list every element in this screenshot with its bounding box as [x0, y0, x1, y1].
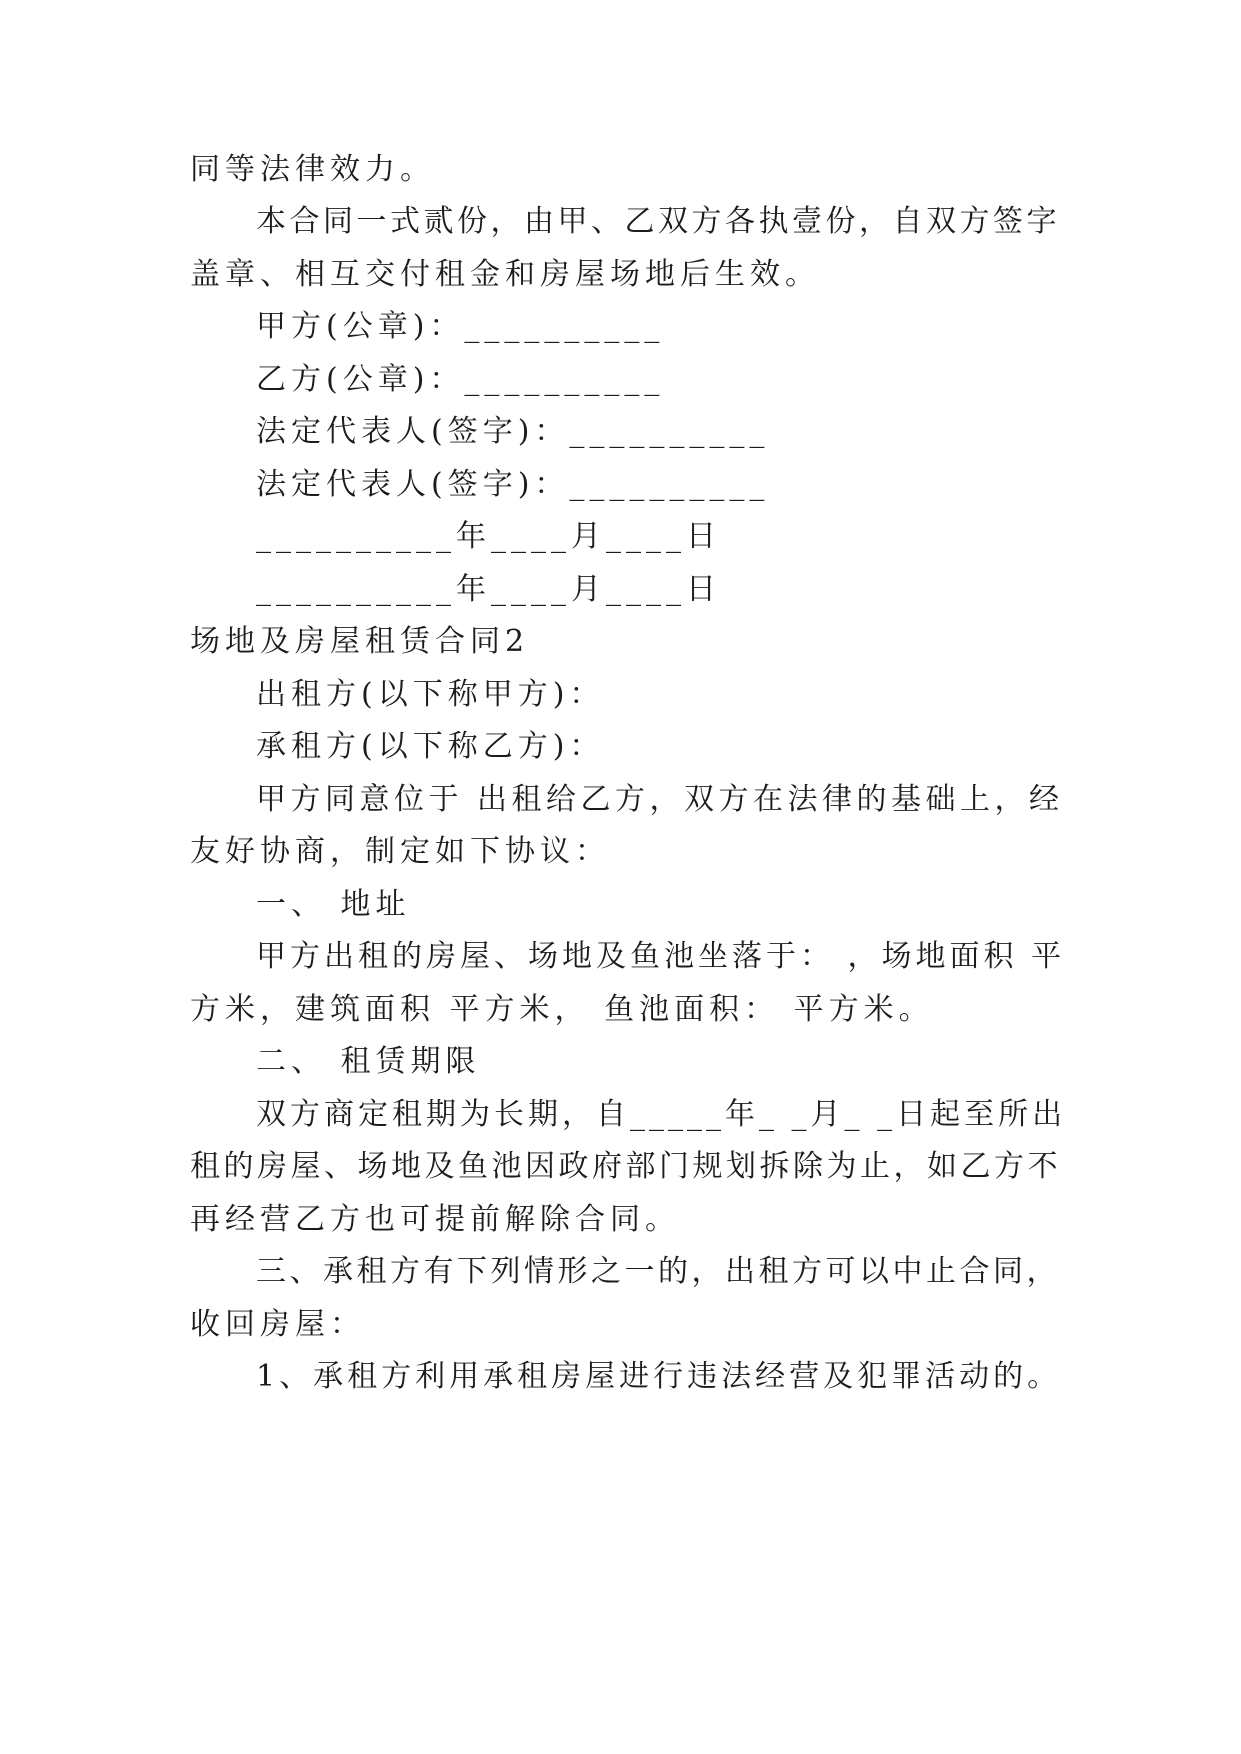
signature-line: 甲方(公章)：__________ — [256, 309, 665, 344]
text-line: 双方商定租期为长期，自_____年_ _月_ _日起至所出 — [256, 1097, 1067, 1132]
text-line: 本合同一式贰份，由甲、乙双方各执壹份，自双方签字 — [256, 204, 1060, 239]
text-line: 租的房屋、场地及鱼池因政府部门规划拆除为止，如乙方不 — [190, 1149, 1061, 1184]
text-line: 甲方出租的房屋、场地及鱼池坐落于： ，场地面积 平 — [256, 939, 1066, 974]
text-line: 收回房屋： — [190, 1307, 365, 1342]
list-item: 1、承租方利用承租房屋进行违法经营及犯罪活动的。 — [256, 1359, 1062, 1394]
signature-line: 法定代表人(签字)：__________ — [256, 467, 770, 502]
date-line: __________年____月____日 — [256, 572, 721, 607]
clause-heading: 二、 租赁期限 — [256, 1044, 481, 1079]
text-line: 同等法律效力。 — [190, 152, 435, 187]
text-line: 出租方(以下称甲方)： — [256, 677, 605, 712]
signature-line: 乙方(公章)：__________ — [256, 362, 665, 397]
text-line: 盖章、相互交付租金和房屋场地后生效。 — [190, 257, 820, 292]
text-line: 承租方(以下称乙方)： — [256, 729, 605, 764]
clause-heading: 一、 地址 — [256, 887, 411, 922]
clause-heading: 三、承租方有下列情形之一的，出租方可以中止合同， — [256, 1254, 1060, 1289]
section-heading: 场地及房屋租赁合同2 — [190, 624, 530, 659]
text-line: 再经营乙方也可提前解除合同。 — [190, 1202, 680, 1237]
text-line: 友好协商，制定如下协议： — [190, 834, 610, 869]
date-line: __________年____月____日 — [256, 519, 721, 554]
text-line: 甲方同意位于 出租给乙方，双方在法律的基础上，经 — [256, 782, 1064, 817]
signature-line: 法定代表人(签字)：__________ — [256, 414, 770, 449]
text-line: 方米，建筑面积 平方米， 鱼池面积： 平方米。 — [190, 992, 934, 1027]
